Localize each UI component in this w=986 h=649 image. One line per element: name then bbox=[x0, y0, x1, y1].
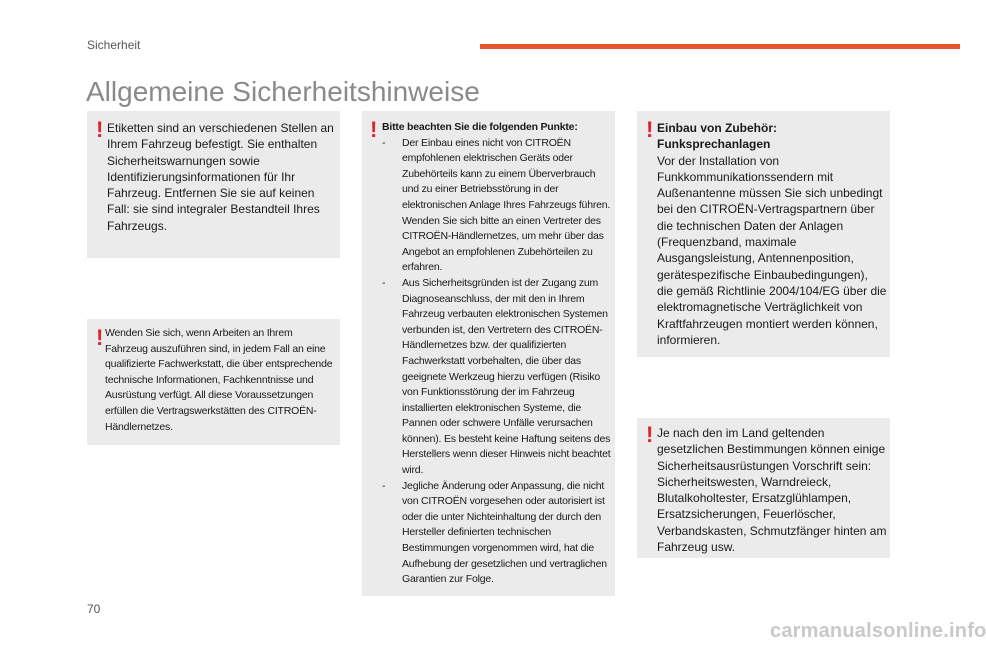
warning-text: Etiketten sind an verschiedenen Stellen an Ihrem Fahrzeug befestigt. Sie enthalten Sicherheitswarnungen sowie Identifizierungsinformationen für Ihr Fahrzeug. Entfernen Sie sie auf keinen Fall: sie sind integraler Bestandteil Ihres Fahrzeugs. bbox=[107, 121, 334, 233]
warning-text: Wenden Sie sich, wenn Arbeiten an Ihrem Fahrzeug auszuführen sind, in jedem Fall an eine qualifizierte Fachwerkstatt, die über entsprechende technische Informationen, Fachkenntnisse und Ausrüstung verfügt. All diese Voraussetzungen erfüllen die Vertragswerkstätten des CITROËN-Händlernetzes. bbox=[105, 327, 333, 433]
list-item-text: Aus Sicherheitsgründen ist der Zugang zum Diagnoseanschluss, der mit den in Ihrem Fahrzeug verbauten elektronischen Systemen verbunden ist, den Vertretern des CITROËN-Händlernetzes bzw. der qualifizierten Fachwerkstatt vorbehalten, die über das geeignete Werkzeug hierzu verfügen (Risiko von Funktionsstörung der im Fahrzeug installierten elektronischen Systeme, die Pannen oder schwere Unfälle verursachen können). Es besteht keine Haftung seitens des Herstellers wenn dieser Hinweis nicht beachtet wird. bbox=[402, 276, 611, 477]
watermark: carmanualsonline.info bbox=[770, 620, 986, 642]
list-item-text: Der Einbau eines nicht von CITROËN empfohlenen elektrischen Geräts oder Zubehörteils kann zu einem Überverbrauch und zu einer Betriebsstörung in der elektronischen Anlage Ihres Fahrzeugs führen. Wenden Sie sich bitte an einen Vertreter des CITROËN-Händlernetzes, um mehr über das Angebot an empfohlenen Zubehörteilen zu erfahren. bbox=[402, 136, 611, 274]
warning-box-notes bbox=[362, 111, 615, 596]
list-item bbox=[382, 276, 613, 479]
notes-heading: Bitte beachten Sie die folgenden Punkte: bbox=[382, 121, 578, 133]
page-number: 70 bbox=[87, 602, 101, 616]
accessories-content bbox=[657, 120, 887, 348]
section-label: Sicherheit bbox=[87, 38, 141, 52]
header-accent-rule bbox=[480, 44, 960, 49]
list-dash: - bbox=[382, 479, 386, 492]
warning-box-labels bbox=[87, 111, 340, 258]
list-item bbox=[382, 136, 613, 276]
accessories-heading: Einbau von Zubehör: Funksprechanlagen bbox=[657, 121, 777, 152]
warning-box-workshop bbox=[87, 319, 340, 445]
list-dash: - bbox=[382, 136, 386, 149]
equipment-text: Je nach den im Land geltenden gesetzlichen Bestimmungen können einige Sicherheitsausrüstungen Vorschrift sein: Sicherheitswesten, Warndreieck, Blutalkoholtester, Ersatzglühlampen, Ersatzsicherungen, Feuerlöscher, Verbandskasten, Schmutzfänger hinten am Fahrzeug usw. bbox=[657, 426, 887, 555]
page-title: Allgemeine Sicherheitshinweise bbox=[86, 76, 480, 107]
warning-box-accessories bbox=[637, 111, 890, 357]
list-dash: - bbox=[382, 276, 386, 289]
exclamation-mark-icon: ! bbox=[370, 117, 378, 142]
warning-box-equipment bbox=[637, 418, 890, 558]
exclamation-mark-icon: ! bbox=[96, 117, 104, 142]
notes-content bbox=[382, 120, 613, 588]
exclamation-mark-icon: ! bbox=[646, 117, 654, 142]
accessories-text: Vor der Installation von Funkkommunikationssendern mit Außenantenne müssen Sie sich unbedingt bei den CITROËN-Vertragspartnern über die technischen Daten der Anlagen (Frequenzband, maximale Ausgangsleistung, Antennenposition, gerätespezifische Einbaubedingungen), die gemäß Richtlinie 2004/104/EG über die elektromagnetische Verträglichkeit von Kraftfahrzeugen montiert werden können, informieren. bbox=[657, 153, 887, 347]
list-item bbox=[382, 479, 613, 588]
list-item-text: Jegliche Änderung oder Anpassung, die nicht von CITROËN vorgesehen oder autorisiert ist oder die unter Nichteinhaltung der durch den Hersteller definierten technischen Bestimmungen vorgenommen wird, hat die Aufhebung der gesetzlichen und vertraglichen Garantien zur Folge. bbox=[402, 479, 607, 586]
exclamation-mark-icon: ! bbox=[646, 422, 654, 447]
exclamation-mark-icon: ! bbox=[96, 325, 104, 350]
